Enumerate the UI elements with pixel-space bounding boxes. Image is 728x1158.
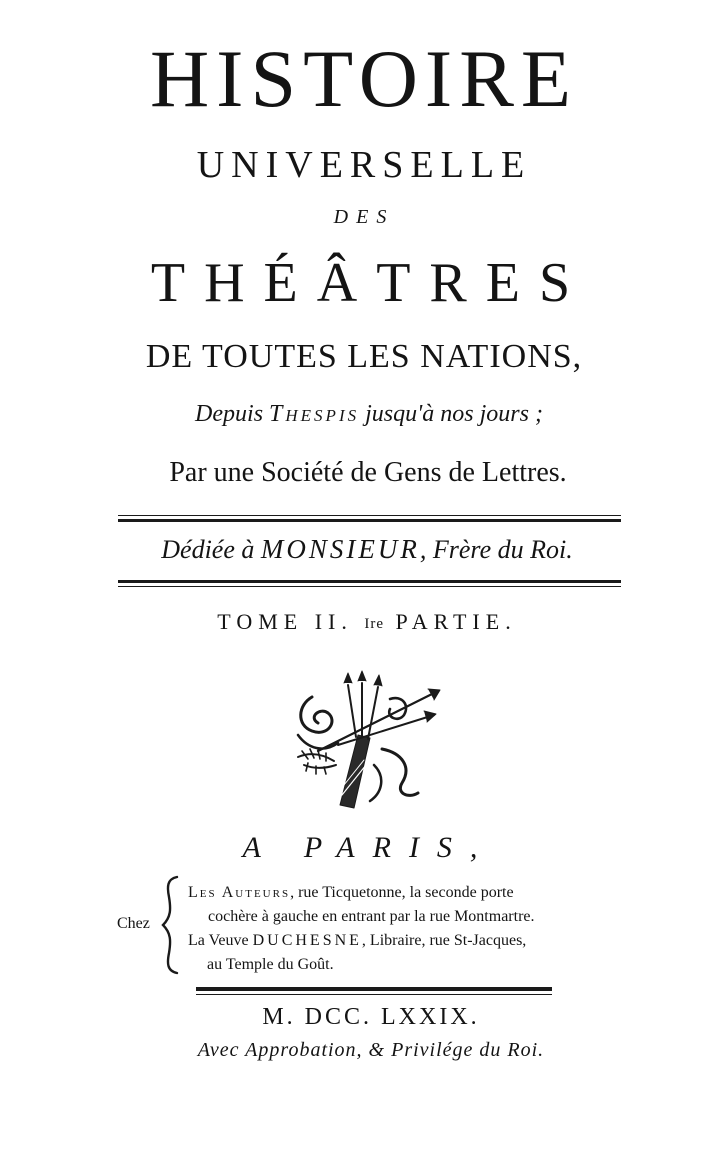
privilege: Avec Approbation, & Privilége du Roi.	[197, 1039, 545, 1061]
title-universelle: UNIVERSELLE	[196, 144, 532, 186]
chez-label: Chez	[117, 915, 150, 932]
publisher-line-1	[188, 885, 514, 901]
subtitle-name: Thespis	[269, 401, 360, 427]
curly-brace-icon	[157, 875, 183, 975]
dedication-suffix: , Frère du Roi.	[419, 535, 573, 564]
year: M. DCC. LXXIX.	[262, 1004, 480, 1030]
title-nations: DE TOUTES LES NATIONS,	[145, 338, 583, 375]
publisher-line-2: cochère à gauche en entrant par la rue Montmartre.	[208, 908, 535, 925]
double-rule-bottom	[118, 580, 621, 587]
volume-part-sup: Ire	[364, 616, 385, 632]
dedication	[0, 536, 728, 563]
volume-tome: TOME II.	[217, 609, 353, 634]
title-des: DES	[333, 206, 395, 228]
publisher-duchesne: DUCHESNE	[252, 932, 362, 949]
imprint-rule	[196, 987, 552, 995]
place: A PARIS,	[242, 831, 496, 864]
publisher-line-3-rest: , Libraire, rue St-Jacques,	[361, 932, 527, 949]
subtitle-prefix: Depuis	[195, 401, 270, 427]
publisher-line-1-rest: , rue Ticquetonne, la seconde porte	[290, 884, 514, 901]
publisher-line-4: au Temple du Goût.	[207, 956, 334, 973]
subtitle	[0, 402, 728, 426]
subtitle-suffix: jusqu'à nos jours ;	[359, 401, 543, 427]
arrows-quiver-ribbon-ornament-icon	[278, 665, 450, 815]
volume-line	[0, 611, 728, 633]
volume-part: PARTIE.	[384, 609, 517, 634]
title-theatres: THÉÂTRES	[150, 252, 590, 314]
authorship: Par une Société de Gens de Lettres.	[169, 457, 567, 488]
publisher-authors: Les Auteurs	[188, 884, 291, 901]
publisher-line-3-pre: La Veuve	[188, 932, 253, 949]
dedication-prefix: Dédiée à	[161, 535, 261, 564]
publisher-line-3	[188, 933, 526, 949]
double-rule-top	[118, 515, 621, 522]
title-histoire: HISTOIRE	[149, 33, 579, 124]
dedication-name: MONSIEUR	[260, 534, 420, 564]
